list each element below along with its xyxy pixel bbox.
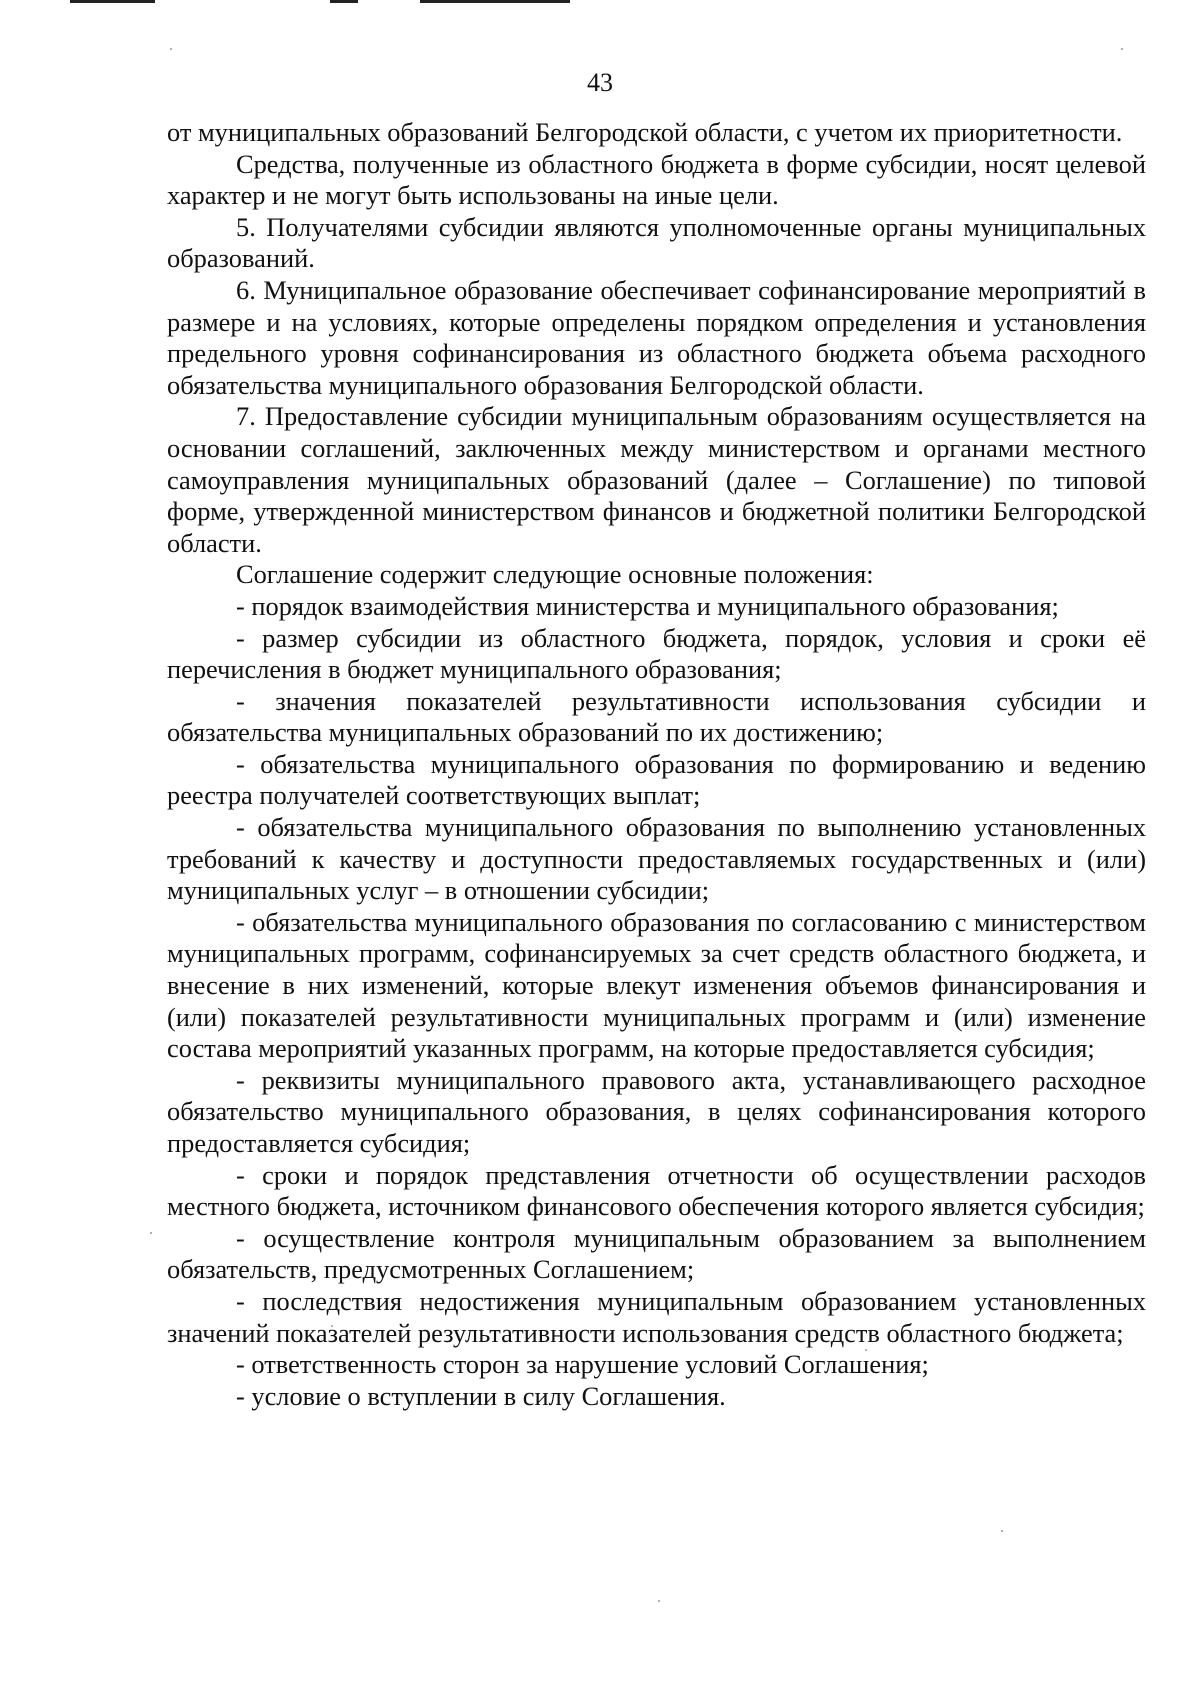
list-item-provision: - обязательства муниципального образования по выполнению установленных требований к качеству и доступности предоставляемых государственных и (или) муниципальных услуг – в отношении субсидии; (167, 812, 1146, 906)
paragraph-item-7-agreements: 7. Предоставление субсидии муниципальным образованиям осуществляется на основании соглашений, заключенных между министерством и органами местного самоуправления муниципальных образований (далее – Соглашение) по типовой форме, утвержденной министерством финансов и бюджетной политики Белгородской области. (167, 401, 1146, 558)
scan-mark (70, 0, 155, 3)
list-item-provision: - обязательства муниципального образования по согласованию с министерством муниципальных программ, софинансируемых за счет средств областного бюджета, и внесение в них изменений, которые влекут изменения объемов финансирования и (или) показателей результативности муниципальных программ и (или) изменение состава мероприятий указанных программ, на которые предоставляется субсидия; (167, 906, 1146, 1064)
list-item-provision: - условие о вступлении в силу Соглашения. (236, 1380, 726, 1411)
page-number: 43 (587, 68, 613, 97)
list-item-provision: - реквизиты муниципального правового акта, устанавливающего расходное обязательство муниципального образования, в целях софинансирования которого предоставляется субсидия; (167, 1064, 1146, 1158)
paragraph-continuation: от муниципальных образований Белгородской области, с учетом их приоритетности. (167, 117, 1123, 147)
list-item-provision: - значения показателей результативности использования субсидии и обязательства муниципальных образований по их достижению; (167, 685, 1146, 748)
list-item-provision: - осуществление контроля муниципальным образованием за выполнением обязательств, предусмотренных Соглашением; (167, 1222, 1146, 1285)
list-item-provision: - обязательства муниципального образования по формированию и ведению реестра получателей соответствующих выплат; (167, 748, 1146, 811)
paragraph-funds-purpose: Средства, полученные из областного бюджета в форме субсидии, носят целевой характер и не могут быть использованы на иные цели. (167, 148, 1146, 211)
paragraph-item-5-recipients: 5. Получателями субсидии являются уполномоченные органы муниципальных образований. (167, 211, 1146, 274)
list-item-provision: - последствия недостижения муниципальным образованием установленных значений показателей результативности использования средств областного бюджета; (167, 1285, 1146, 1348)
list-item-provision: - размер субсидии из областного бюджета, порядок, условия и сроки её перечисления в бюджет муниципального образования; (167, 622, 1146, 685)
list-item-provision: - ответственность сторон за нарушение условий Соглашения; (236, 1349, 929, 1380)
scan-mark (330, 0, 358, 3)
document-body (167, 117, 1146, 1412)
list-item-provision: - сроки и порядок представления отчетности об осуществлении расходов местного бюджета, источником финансового обеспечения которого является субсидия; (167, 1159, 1146, 1222)
scan-mark (420, 0, 570, 3)
list-item-provision: - порядок взаимодействия министерства и муниципального образования; (236, 590, 1059, 621)
paragraph-item-6-cofinancing: 6. Муниципальное образование обеспечивает софинансирование мероприятий в размере и на условиях, которые определены порядком определения и установления предельного уровня софинансирования из областного бюджета объема расходного обязательства муниципального образования Белгородской области. (167, 274, 1146, 400)
scan-top-edge-marks (0, 0, 1200, 6)
paragraph-agreement-provisions-intro: Соглашение содержит следующие основные положения: (236, 559, 874, 590)
